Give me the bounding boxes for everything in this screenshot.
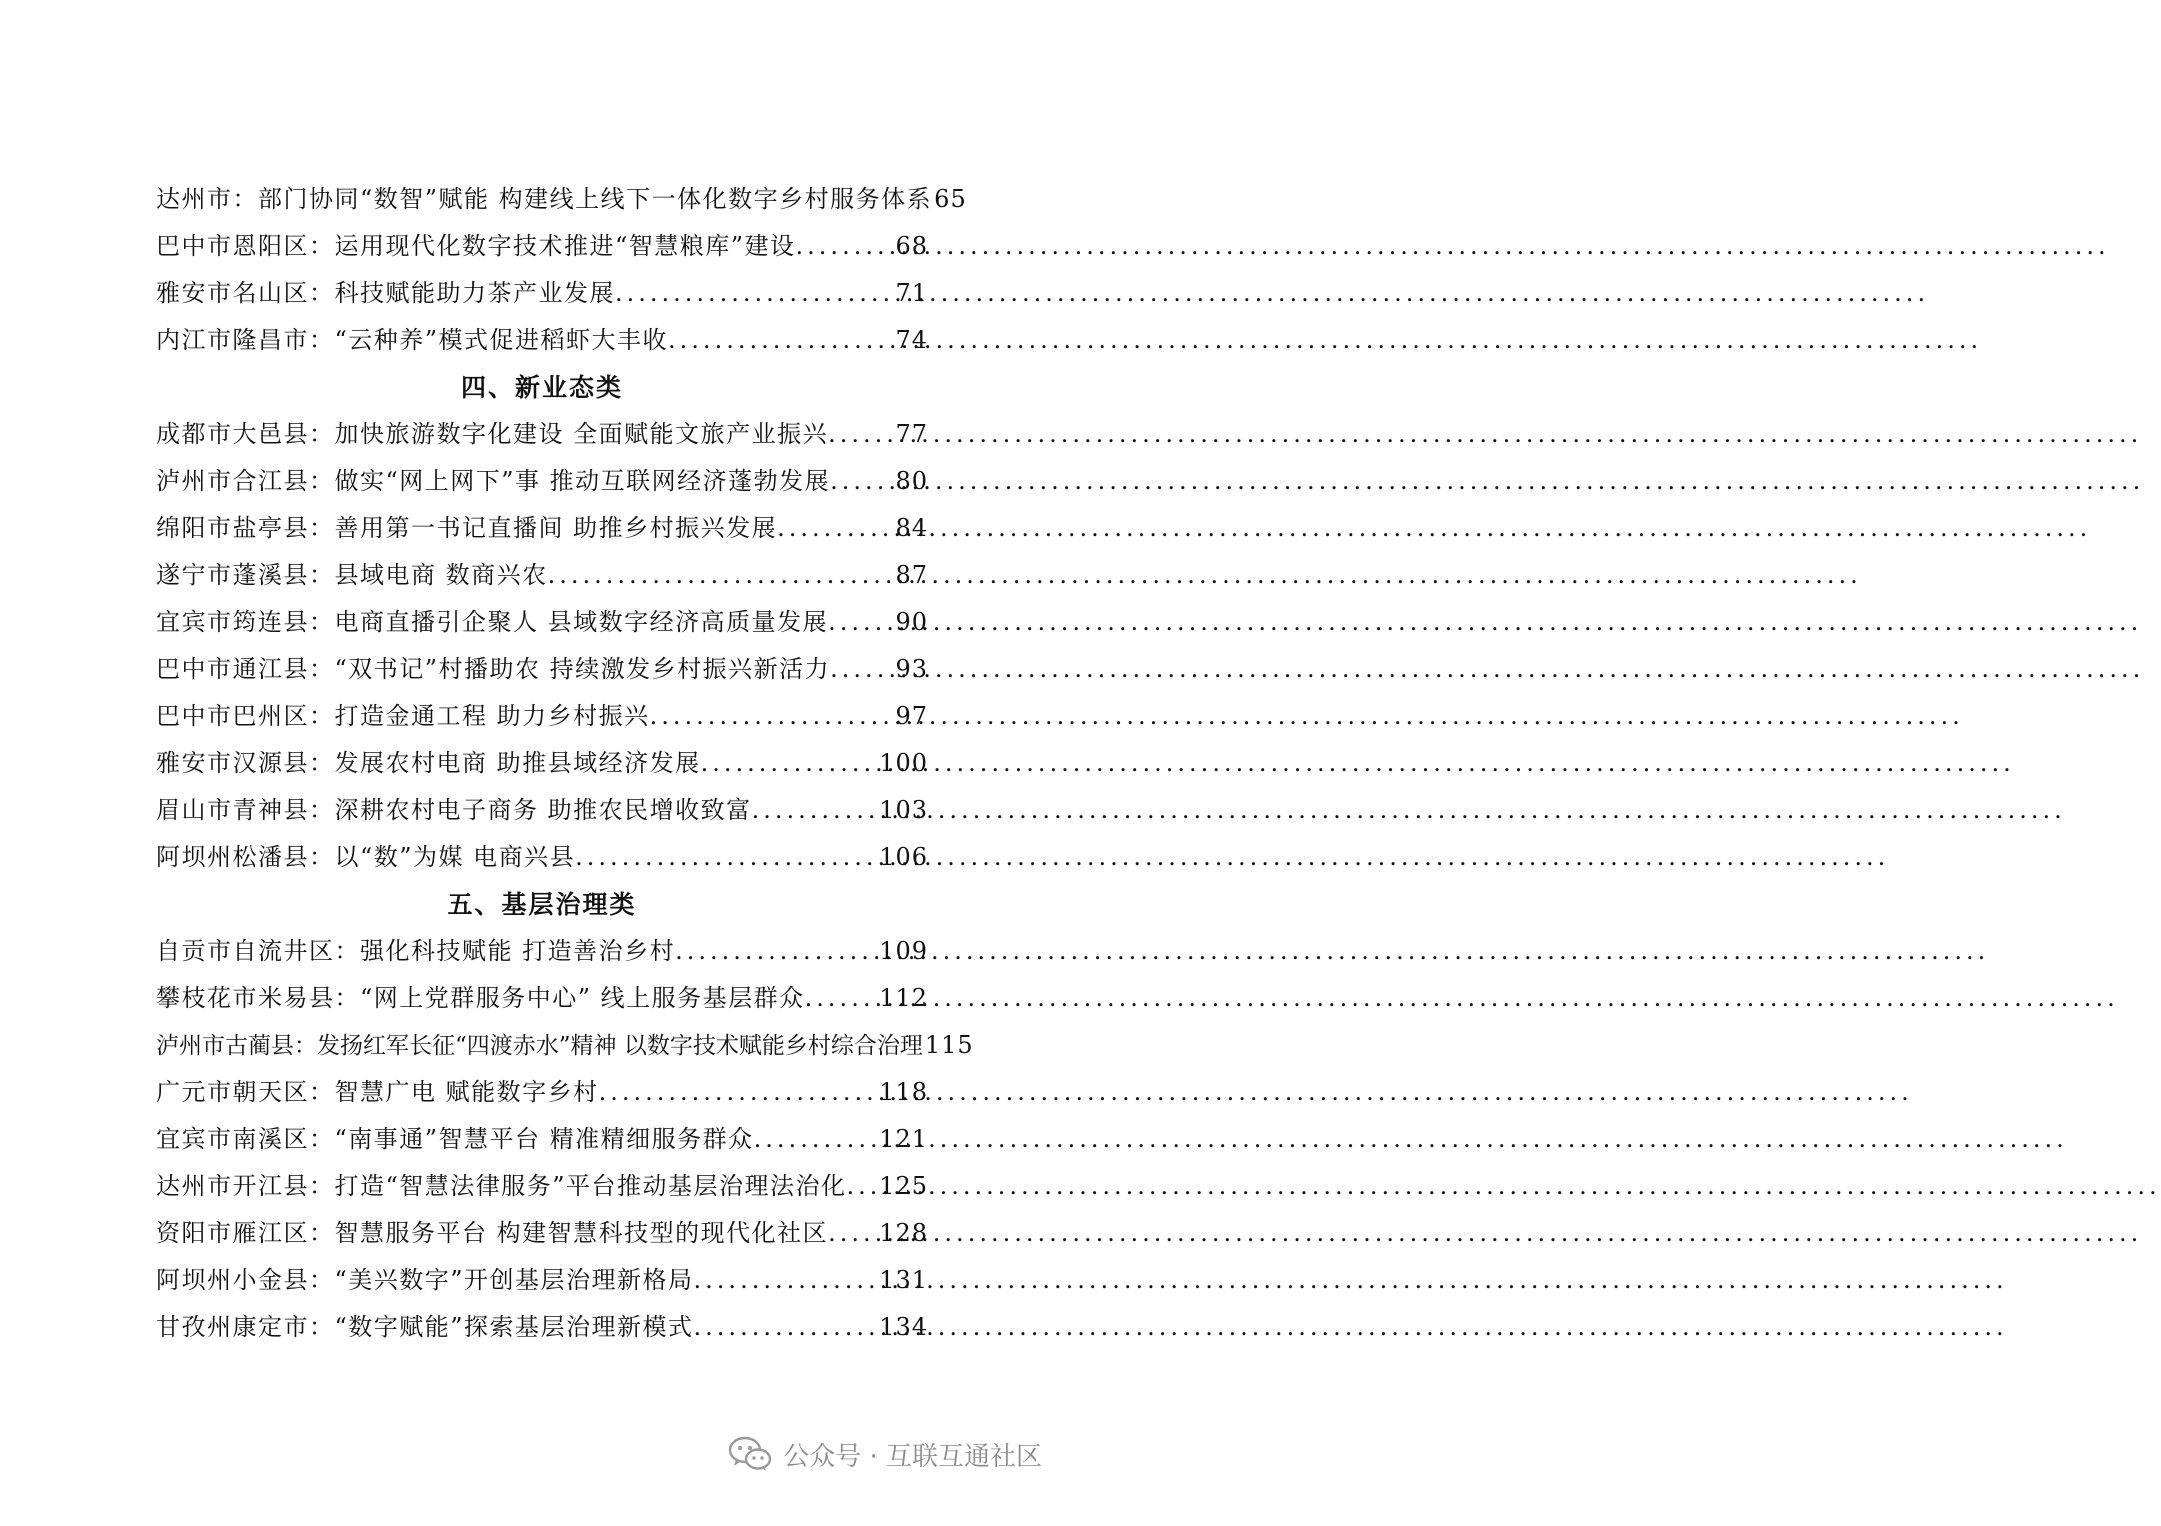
toc-entry[interactable]: [156, 223, 928, 270]
dot-leader: [694, 1304, 878, 1351]
toc-entry[interactable]: [156, 1210, 928, 1257]
toc-entry-title: 巴中市通江县：“双书记”村播助农 持续激发乡村振兴新活力: [156, 655, 831, 683]
toc-entry-title: 资阳市雁江区：智慧服务平台 构建智慧科技型的现代化社区: [156, 1219, 829, 1247]
dot-leader: [575, 834, 877, 881]
toc-entry-page: 109: [879, 937, 928, 965]
toc-entry-title: 泸州市古蔺县：发扬红军长征“四渡赤水”精神 以数字技术赋能乡村综合治理: [156, 1033, 923, 1059]
toc-entry[interactable]: [156, 928, 928, 975]
toc-entry[interactable]: [156, 646, 928, 693]
toc-entry-page: 100: [879, 749, 928, 777]
toc-entry[interactable]: [156, 1257, 928, 1304]
toc-entry[interactable]: [156, 975, 928, 1022]
dot-leader: [668, 317, 893, 364]
toc-entry-title: 攀枝花市米易县：“网上党群服务中心” 线上服务基层群众: [156, 984, 805, 1012]
toc-entry[interactable]: [156, 176, 967, 223]
toc-entry-page: 128: [879, 1219, 928, 1247]
toc-entry[interactable]: [156, 458, 928, 505]
toc-entry-title: 绵阳市盐亭县：善用第一书记直播间 助推乡村振兴发展: [156, 514, 778, 542]
toc-entry-title: 雅安市名山区：科技赋能助力茶产业发展: [156, 279, 615, 307]
toc-entry[interactable]: [156, 1304, 928, 1351]
toc-entry-title: 甘孜州康定市：“数字赋能”探索基层治理新模式: [156, 1313, 694, 1341]
toc-entry[interactable]: [156, 693, 928, 740]
dot-leader: [615, 270, 893, 317]
toc-entry-page: 134: [879, 1313, 928, 1341]
dot-leader: [828, 1210, 877, 1257]
toc-entry[interactable]: [156, 1069, 928, 1116]
dot-leader: [694, 1257, 878, 1304]
toc-entry-title: 宜宾市筠连县：电商直播引企聚人 县域数字经济高质量发展: [156, 608, 829, 636]
toc-entry[interactable]: [156, 1022, 974, 1069]
toc-entry[interactable]: [156, 834, 928, 881]
dot-leader: [830, 458, 893, 505]
dot-leader: [754, 1116, 878, 1163]
toc-entry-title: 自贡市自流井区：强化科技赋能 打造善治乡村: [156, 937, 676, 965]
document-page: [0, 0, 1080, 1526]
toc-entry[interactable]: [156, 599, 928, 646]
toc-entry[interactable]: [156, 787, 928, 834]
toc-entry-title: 巴中市巴州区：打造金通工程 助力乡村振兴: [156, 702, 650, 730]
toc-entry[interactable]: [156, 552, 928, 599]
toc-entry-page: 71: [895, 279, 928, 307]
toc-entry-title: 遂宁市蓬溪县：县域电商 数商兴农: [156, 561, 548, 589]
dot-leader: [650, 693, 894, 740]
toc-entry-page: 112: [879, 984, 928, 1012]
toc-entry[interactable]: [156, 411, 928, 458]
table-of-contents: [156, 176, 974, 1351]
toc-entry-page: 93: [895, 655, 928, 683]
toc-entry-page: 121: [879, 1125, 928, 1153]
toc-entry-title: 泸州市合江县：做实“网上网下”事 推动互联网经济蓬勃发展: [156, 467, 831, 495]
toc-entry-page: 106: [879, 843, 928, 871]
wechat-icon: [727, 1435, 773, 1473]
toc-entry-page: 125: [879, 1172, 928, 1200]
toc-entry[interactable]: [156, 1116, 928, 1163]
dot-leader: [830, 646, 893, 693]
toc-entry-page: 97: [895, 702, 928, 730]
toc-entry-page: 115: [924, 1031, 974, 1059]
dot-leader: [675, 928, 877, 975]
dot-leader: [828, 599, 893, 646]
dot-leader: [828, 411, 893, 458]
section-heading: 五、基层治理类: [447, 890, 637, 919]
dot-leader: [599, 1069, 878, 1116]
toc-entry[interactable]: [156, 505, 928, 552]
toc-entry-page: 84: [895, 514, 928, 542]
toc-entry[interactable]: [156, 270, 928, 317]
toc-entry-page: 87: [895, 561, 928, 589]
toc-entry-page: 131: [879, 1266, 928, 1294]
dot-leader: [796, 223, 894, 270]
toc-entry-title: 达州市：部门协同“数智”赋能 构建线上线下一体化数字乡村服务体系: [156, 185, 933, 213]
dot-leader: [548, 552, 894, 599]
toc-entry[interactable]: [156, 317, 928, 364]
toc-entry-page: 65: [934, 185, 967, 213]
toc-entry-page: 74: [895, 326, 928, 354]
dot-leader: [752, 787, 878, 834]
toc-entry-page: 80: [895, 467, 928, 495]
toc-entry-title: 达州市开江县：打造“智慧法律服务”平台推动基层治理法治化: [156, 1172, 847, 1200]
toc-entry-title: 巴中市恩阳区：运用现代化数字技术推进“智慧粮库”建设: [156, 232, 796, 260]
toc-entry-title: 成都市大邑县：加快旅游数字化建设 全面赋能文旅产业振兴: [156, 420, 829, 448]
toc-entry[interactable]: [156, 740, 928, 787]
toc-entry-title: 阿坝州松潘县：以“数”为媒 电商兴县: [156, 843, 576, 871]
toc-entry-page: 103: [879, 796, 928, 824]
wechat-watermark: [727, 1432, 1042, 1476]
dot-leader: [847, 1163, 878, 1210]
toc-entry-page: 68: [895, 232, 928, 260]
toc-entry-page: 118: [879, 1078, 928, 1106]
dot-leader: [805, 975, 878, 1022]
toc-entry-title: 雅安市汉源县：发展农村电商 助推县域经济发展: [156, 749, 701, 777]
toc-entry-title: 眉山市青神县：深耕农村电子商务 助推农民增收致富: [156, 796, 752, 824]
toc-entry-title: 阿坝州小金县：“美兴数字”开创基层治理新格局: [156, 1266, 694, 1294]
toc-entry-page: 90: [895, 608, 928, 636]
dot-leader: [701, 740, 878, 787]
section-heading: 四、新业态类: [460, 373, 623, 402]
toc-entry-title: 内江市隆昌市：“云种养”模式促进稻虾大丰收: [156, 326, 669, 354]
toc-entry-page: 77: [895, 420, 928, 448]
toc-entry[interactable]: [156, 1163, 928, 1210]
dot-leader: [777, 505, 893, 552]
watermark-text: 公众号 · 互联互通社区: [783, 1441, 1042, 1472]
toc-entry-title: 广元市朝天区：智慧广电 赋能数字乡村: [156, 1078, 599, 1106]
toc-entry-title: 宜宾市南溪区：“南事通”智慧平台 精准精细服务群众: [156, 1125, 754, 1153]
